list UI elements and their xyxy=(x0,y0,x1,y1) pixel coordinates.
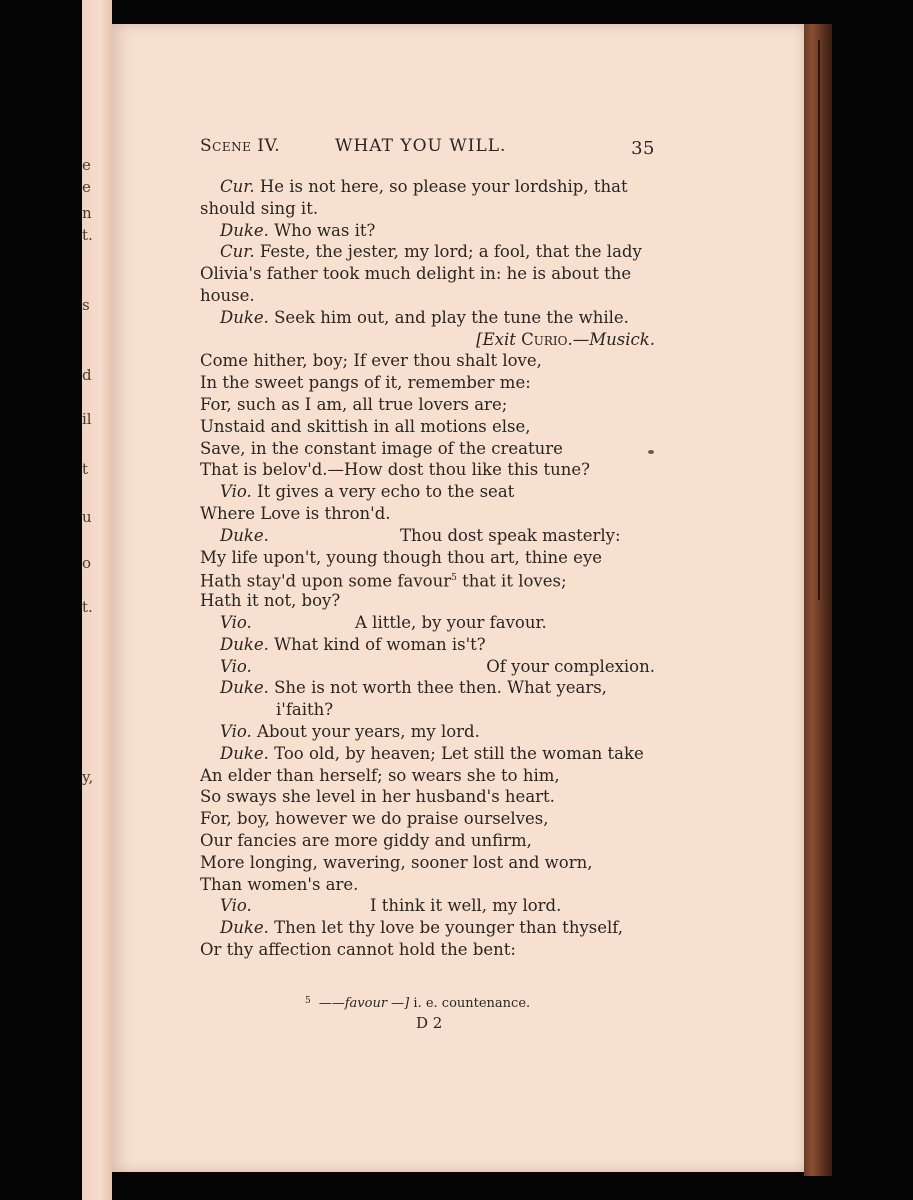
text-line xyxy=(200,285,655,307)
verse-text: In the sweet pangs of it, remember me: xyxy=(200,373,531,393)
speech-text: It gives a very echo to the seat xyxy=(257,482,515,502)
facing-page-fragment: e xyxy=(82,178,91,196)
text-line xyxy=(200,372,655,394)
speaker-name: Cur. xyxy=(220,242,255,262)
facing-page-edge xyxy=(82,0,112,1200)
speaker-name: Duke. xyxy=(220,743,269,763)
text-line xyxy=(200,416,655,438)
text-line xyxy=(200,852,655,874)
speaker-name: Cur. xyxy=(220,177,255,196)
binding-crack xyxy=(818,40,820,600)
verse-text: For, such as I am, all true lovers are; xyxy=(200,394,508,414)
text-line xyxy=(200,198,655,220)
text-line xyxy=(200,874,655,896)
text-line xyxy=(200,307,655,329)
speech-text: What kind of woman is't? xyxy=(274,634,486,654)
speech-text: Of your complexion. xyxy=(486,656,655,676)
verse-text: My life upon't, young though thou art, thine eye xyxy=(200,547,603,567)
speaker-name: Duke. xyxy=(220,918,269,938)
text-line xyxy=(200,176,655,198)
speech-text: She is not worth thee then. What years, xyxy=(274,678,607,698)
speaker-name: Duke. xyxy=(220,678,269,698)
play-title: WHAT YOU WILL. xyxy=(335,136,507,156)
text-line xyxy=(200,590,655,612)
facing-page-fragment: o xyxy=(82,554,92,572)
text-line xyxy=(200,917,655,939)
stage-direction: —Musick. xyxy=(572,329,655,349)
speech-text: Thou dost speak masterly: xyxy=(400,525,621,545)
verse-text: Hath it not, boy? xyxy=(200,591,341,611)
speaker-name: Vio. xyxy=(220,612,252,632)
text-line xyxy=(200,394,655,416)
text-line xyxy=(200,241,655,263)
running-header xyxy=(200,136,655,160)
footnote-ref: 5 xyxy=(451,573,457,584)
speaker-name: Duke. xyxy=(220,634,269,654)
speaker-name: Duke. xyxy=(220,525,269,545)
speech-text: He is not here, so please your lordship, that xyxy=(259,177,628,196)
speech-text: Seek him out, and play the tune the while. xyxy=(274,307,629,327)
footnote-mark: 5 xyxy=(305,996,311,1006)
verse-text: That is belov'd.—How dost thou like this tune? xyxy=(200,460,590,480)
text-line xyxy=(200,220,655,242)
speech-text: Who was it? xyxy=(274,220,376,240)
text-line xyxy=(200,765,655,787)
verse-text: Come hither, boy; If ever thou shalt love, xyxy=(200,351,542,371)
speaker-name: Duke. xyxy=(220,220,269,240)
text-line xyxy=(200,481,655,503)
text-line xyxy=(200,329,655,351)
text-line xyxy=(200,699,655,721)
text-line xyxy=(200,438,655,460)
scene-label: Scene IV. xyxy=(200,136,281,156)
play-text xyxy=(200,176,655,961)
text-line xyxy=(200,677,655,699)
verse-text: Unstaid and skittish in all motions else, xyxy=(200,416,531,436)
page-number: 35 xyxy=(631,138,655,159)
verse-text: An elder than herself; so wears she to him, xyxy=(200,765,560,785)
facing-page-fragment: t. xyxy=(82,598,93,616)
verse-text: should sing it. xyxy=(200,198,319,218)
facing-page-fragment: y, xyxy=(82,768,94,786)
facing-page-fragment: t. xyxy=(82,226,93,244)
footnote-gloss: i. e. countenance. xyxy=(413,996,531,1011)
ink-spot xyxy=(648,450,654,454)
verse-text: Our fancies are more giddy and unfirm, xyxy=(200,830,532,850)
text-line xyxy=(200,721,655,743)
text-line xyxy=(200,808,655,830)
footnote xyxy=(305,996,530,1011)
verse-text: Or thy affection cannot hold the bent: xyxy=(200,939,516,959)
verse-text: Than women's are. xyxy=(200,874,359,894)
speaker-name: Vio. xyxy=(220,721,252,741)
text-line xyxy=(200,939,655,961)
text-line xyxy=(200,547,655,569)
signature-mark: D 2 xyxy=(416,1014,443,1032)
speech-text: I think it well, my lord. xyxy=(370,896,562,916)
speaker-name: Vio. xyxy=(220,482,252,502)
speech-text: About your years, my lord. xyxy=(257,721,480,741)
verse-text: So sways she level in her husband's heart. xyxy=(200,787,555,807)
text-line xyxy=(200,786,655,808)
facing-page-fragment: t xyxy=(82,460,89,478)
speech-text: Too old, by heaven; Let still the woman take xyxy=(274,743,644,763)
text-line xyxy=(200,743,655,765)
stage-character: Curio. xyxy=(521,329,573,349)
text-line xyxy=(200,634,655,656)
text-line xyxy=(200,503,655,525)
text-line xyxy=(200,568,655,590)
speech-text: Feste, the jester, my lord; a fool, that the lady xyxy=(259,242,642,262)
speaker-name: Duke. xyxy=(220,307,269,327)
verse-text: Olivia's father took much delight in: he is about the xyxy=(200,264,632,284)
verse-text: Where Love is thron'd. xyxy=(200,503,391,523)
text-line xyxy=(200,350,655,372)
speech-text: Then let thy love be younger than thyself, xyxy=(274,918,624,938)
verse-text: More longing, wavering, sooner lost and worn, xyxy=(200,852,593,872)
text-line xyxy=(200,656,655,678)
text-line xyxy=(200,895,655,917)
facing-page-fragment: n xyxy=(82,204,92,222)
verse-text: that it loves; xyxy=(456,571,567,591)
verse-text: Hath stay'd upon some favour xyxy=(200,571,452,591)
footnote-term: ——favour —] xyxy=(318,996,410,1011)
facing-page-fragment: d xyxy=(82,366,92,384)
text-line xyxy=(200,830,655,852)
facing-page-fragment: e xyxy=(82,156,91,174)
verse-text: For, boy, however we do praise ourselves, xyxy=(200,809,549,829)
speech-text: A little, by your favour. xyxy=(355,612,547,632)
speaker-name: Vio. xyxy=(220,896,252,916)
text-line xyxy=(200,263,655,285)
verse-text: Save, in the constant image of the creature xyxy=(200,438,563,458)
verse-text: i'faith? xyxy=(276,700,334,720)
stage-direction: [Exit xyxy=(476,329,516,349)
verse-text: house. xyxy=(200,285,255,305)
facing-page-fragment: u xyxy=(82,508,92,526)
text-line xyxy=(200,612,655,634)
text-line xyxy=(200,459,655,481)
speaker-name: Vio. xyxy=(220,656,252,676)
facing-page-fragment: il xyxy=(82,410,92,428)
facing-page-fragment: s xyxy=(82,296,90,314)
text-line xyxy=(200,525,655,547)
